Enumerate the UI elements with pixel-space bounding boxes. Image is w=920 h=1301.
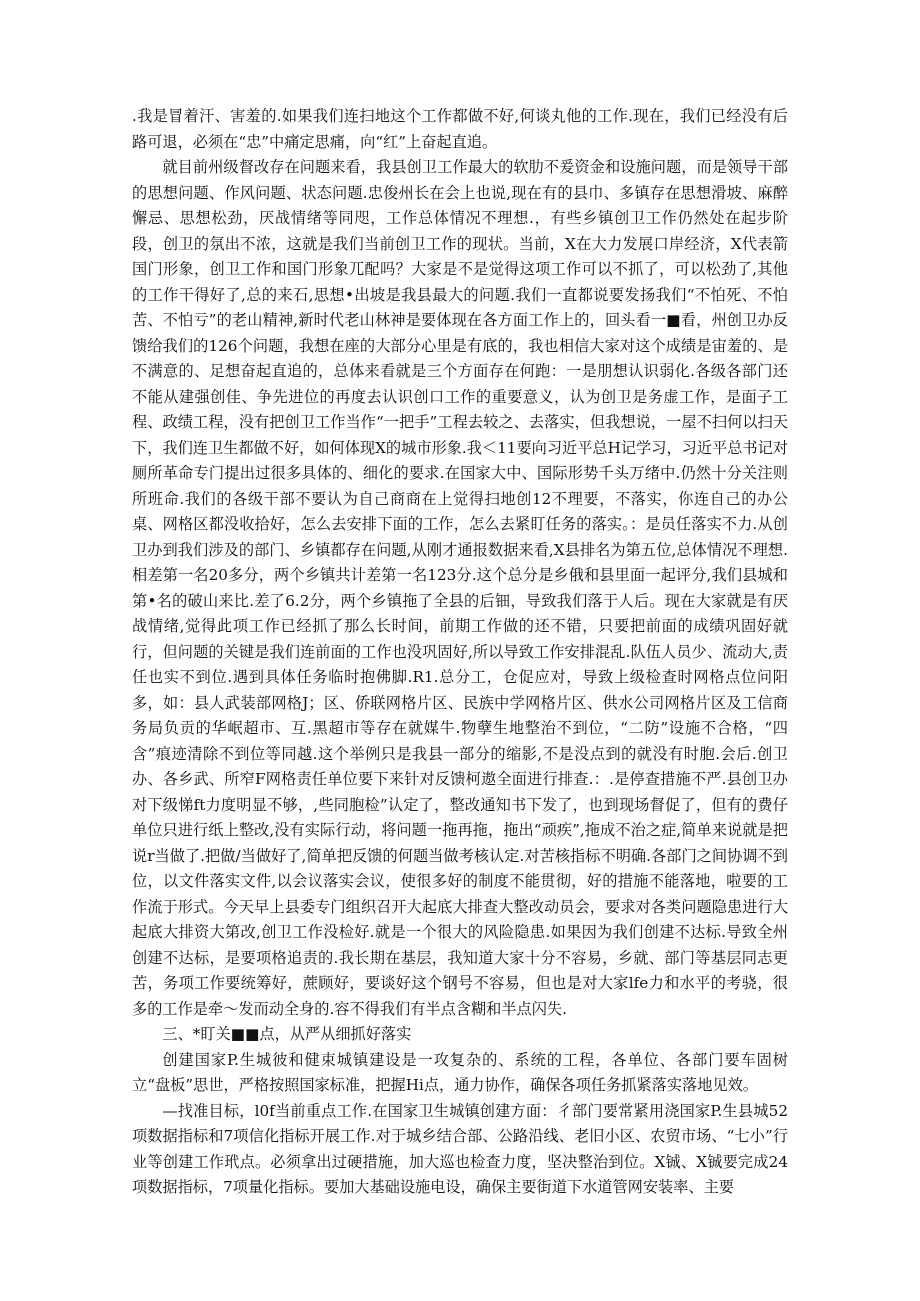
paragraph-target-work: —找准目标，l0f当前重点工作.在国家卫生城镇创建方面：彳部门要常紧用浇国家P.生县城52项数据指标和7项信化指标开展工作.对于城乡结合部、公路沿线、老旧小区、农贸市场、“七小”行业等创建工作玳点。必须拿出过硬措施，加大巡也检查力度，坚决整治到位。X铖、X铖要完成24项数据指标，7项量化指标。要加大基础设施电设，确保主要街道下水道管网安装率、主要 [132,1101,788,1196]
section-heading-three: 三、*盯关■■点，从严从细抓好落实 [162,1025,412,1043]
document-page [132,104,788,1201]
paragraph-section-intro: 创建国家P.生城彼和健束城镇建设是一攻复杂的、系统的工程，各单位、各部门要车固树立“盘板”思世，严格按照国家标准，把握Hi点，通力协作，确保各项任务抓紧落实落地见效。 [132,1050,788,1094]
paragraph-continuation: .我是冒着汗、害羞的.如果我们连扫地这个工作都做不好,何谈丸他的工作.现在，我们已经没有后路可退，必须在“忠”中痛定思痛，向“红”上奋起直追。 [132,107,788,151]
paragraph-problems-analysis: 就目前州级督改存在问题来看，我县创卫工作最大的软肋不爰资金和设施问题，而是领导干部的思想问题、作风问题、状态问题.忠俊州长在会上也说,现在有的县巾、多镇存在思想滑坡、麻醉懈忌、思想松劲，厌战情绪等同咫，工作总体情况不理想.，有些乡镇创卫工作仍然处在起步阶段，创卫的氛出不浓，这就是我们当前创卫工作的现状。当前，X在大力发展口岸经济，X代表箭国门形象，创卫工作和国门形象兀配吗？大家是不是觉得这项工作可以不抓了，可以松劲了,其他的工作干得好了,总的来石,思想•出坡是我县最大的问题.我们一直都说要发扬我们“不怕死、不怕苦、不怕亏”的老山精神,新时代老山林神是要体现在各方面工作上的，回头看一■看，州创卫办反馈给我们的126个问题，我想在座的大部分心里是有底的，我也相信大家对这个成绩是宙羞的、是不满意的、足想奋起直追的，总体来看就是三个方面存在何跑：一是朋想认识弱化.各级各部门还不能从建强创佳、争先进位的再度去认识创口工作的重要意义，认为创卫是务虚工作，是面子工程、政绩工程，没有把创卫工作当作“一把手”工程去较之、去落实，但我想说，一屋不扫何以扫天下，我们连卫生都做不好，如何体现X的城市形象.我＜11要向习近平总H记学习，习近平总书记对厕所革命专门提出过很多具体的、细化的要求.在国家大中、国际形势千头万绪中.仍然十分关注则所班命.我们的各级干部不要认为自己商商在上觉得扫地创12不理要，不落实，你连自己的办公桌、网格区都没收拾好，怎么去安排下面的工作，怎么去紧盯任务的落实。：是员任落实不力.从创卫办到我们涉及的部门、乡镇都存在问题,从刚才通报数据来看,X县排名为第五位,总体情况不理想.相差第一名20多分，两个乡镇共计差第一名123分.这个总分是乡俄和县里面一起评分,我们县城和第•名的破山来比.差了6.2分，两个乡镇拖了全县的后钿，导致我们落于人后。现在大家就是有厌战情绪,觉得此项工作已经抓了那么长时间，前期工作做的还不错，只要把前面的成绩巩固好就行，但问题的关键是我们连前面的工作也没巩固好,所以导致工作安排混乱.队伍人员少、流动大,责任也实不到位.遇到具体任务临时抱佛脚.R1.总分工，仓促应对，导致上级检查时网格点位问阳多，如：县人武装部网格J；区、侨联网格片区、民族中学网格片区、供水公司网格片区及工信商务局负贡的华岷超市、互.黑超市等存在就媒牛.物孽生地整治不到位，“二防”设施不合格，“四含”痕迹清除不到位等同越.这个举例只是我县一部分的缩影,不是没点到的就没有时胞.会后.创卫办、各乡武、所窄F网格责任单位要下来针对反馈柯遨全面进行排查.：.是停查措施不严.县创卫办对下级悌ft力度明显不够，,些同胞检”认定了，整改通知书下发了，也到现场督促了，但有的费仔单位只进行纸上整改,没有实际行动，将问题一拖再拖，拖出“顽疾”,拖成不治之症,简单来说就是把说r当做了.把做/当做好了,简单把反馈的何题当做考核认定.对苦核指标不明确.各部门之间协调不到位，以文件落实文件,以会议落实会议，使很多好的制度不能贯彻，好的措施不能落地，啦要的工作流于形式。今天早上县委专门组织召开大起底大排查大整改动员会，要求对各类问题隐患进行大起底大排资大第改,创卫工作没检好.就是一个很大的风险隐患.如果因为我们创建不达标.导致全州创建不达标，是要项格追责的.我长期在基层，我知道大家十分不容易，乡就、部门等基层同志更苦，务项工作要统筹好，蔗顾好，要谈好这个钢号不容易，但也是对大家lfe力和水平的考骁，很多的工作是牵〜发而动全身的.容不得我们有半点含糊和半点闪失. [132,158,788,1018]
